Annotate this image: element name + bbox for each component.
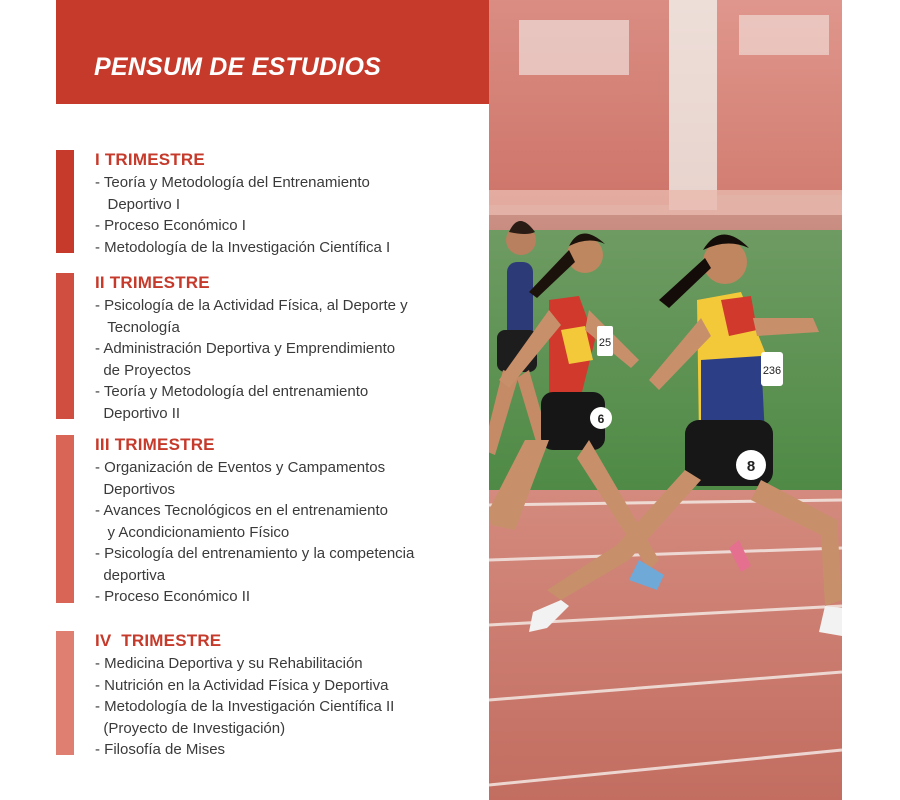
section-bar <box>56 273 74 419</box>
page-title: PENSUM DE ESTUDIOS <box>94 53 381 81</box>
list-item: y Acondicionamiento Físico <box>95 523 290 541</box>
section-title: IV TRIMESTRE <box>95 631 222 650</box>
section-trimestre-1 <box>56 150 476 255</box>
list-item: Deportivo I <box>95 195 181 213</box>
section-title: I TRIMESTRE <box>95 150 205 169</box>
list-item: - Teoría y Metodología del entrenamiento <box>95 383 369 400</box>
section-trimestre-4 <box>56 631 476 761</box>
list-item: - Teoría y Metodología del Entrenamiento <box>95 174 370 191</box>
list-item: - Organización de Eventos y Campamentos <box>95 459 386 476</box>
list-item: deportiva <box>95 566 166 584</box>
section-bar <box>56 150 74 253</box>
list-item: - Proceso Económico I <box>95 217 246 234</box>
section-bar <box>56 435 74 603</box>
list-item: Tecnología <box>95 318 180 336</box>
section-title: III TRIMESTRE <box>95 435 215 454</box>
bib-number: 25 <box>598 337 612 349</box>
list-item: - Administración Deportiva y Emprendimiento <box>95 340 396 357</box>
header-banner <box>56 0 489 104</box>
course-list <box>95 295 408 424</box>
section-title: II TRIMESTRE <box>95 273 210 292</box>
course-list <box>95 457 414 608</box>
bib-number: 6 <box>597 412 605 426</box>
section-trimestre-3 <box>56 435 476 610</box>
list-item: (Proyecto de Investigación) <box>95 719 286 737</box>
list-item: - Nutrición en la Actividad Física y Deportiva <box>95 676 389 694</box>
list-item: - Filosofía de Mises <box>95 741 226 758</box>
course-list <box>95 172 390 258</box>
list-item: Deportivo II <box>95 404 181 422</box>
runners-photo <box>489 0 842 800</box>
list-item: - Metodología de la Investigación Científica II <box>95 698 395 715</box>
course-list <box>95 653 394 761</box>
list-item: - Psicología del entrenamiento y la competencia <box>95 545 415 562</box>
list-item: - Medicina Deportiva y su Rehabilitación <box>95 655 363 672</box>
bib-number: 8 <box>746 458 756 475</box>
list-item: Deportivos <box>95 480 176 498</box>
list-item: - Metodología de la Investigación Científica I <box>95 238 391 256</box>
list-item: - Avances Tecnológicos en el entrenamiento <box>95 502 388 519</box>
section-bar <box>56 631 74 755</box>
bib-number: 236 <box>762 365 782 377</box>
section-trimestre-2 <box>56 273 476 423</box>
list-item: - Proceso Económico II <box>95 588 251 605</box>
list-item: de Proyectos <box>95 361 191 379</box>
list-item: - Psicología de la Actividad Física, al Deporte y <box>95 297 408 314</box>
